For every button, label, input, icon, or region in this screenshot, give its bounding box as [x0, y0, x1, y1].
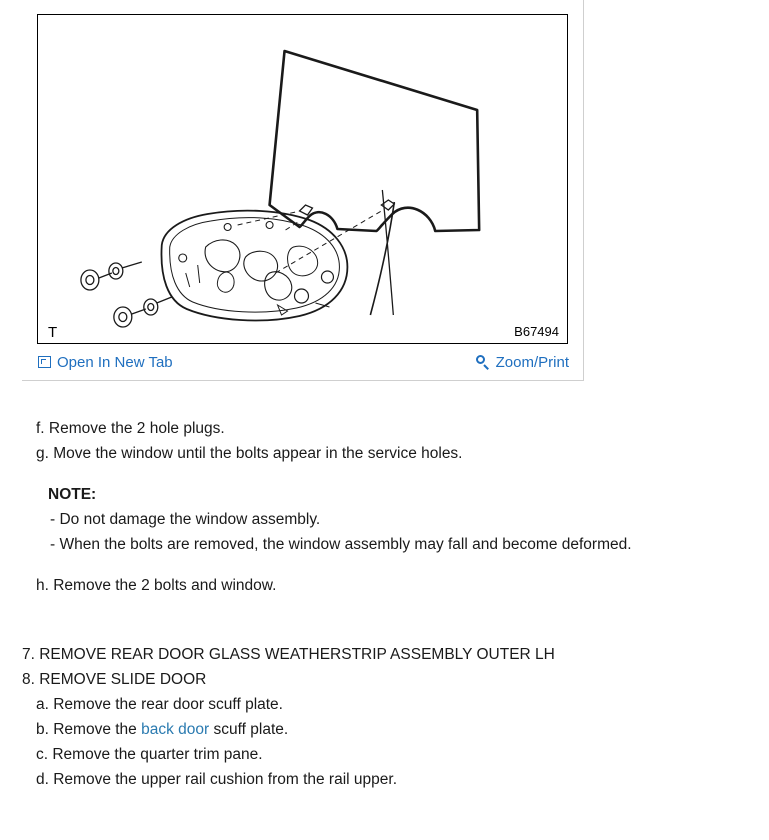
- magnifier-icon: [476, 355, 490, 369]
- note-title: NOTE:: [48, 486, 97, 503]
- step-h: h. Remove the 2 bolts and window.: [36, 577, 277, 594]
- substep-c: [22, 742, 753, 767]
- zoom-print-label: Zoom/Print: [495, 353, 569, 371]
- note-item-2: - When the bolts are removed, the window assembly may fall and become deformed.: [50, 536, 632, 553]
- substep-b-prefix: b. Remove the: [36, 721, 142, 738]
- substep-b-suffix: scuff plate.: [209, 721, 289, 738]
- substep-c-text: c. Remove the quarter trim pane.: [36, 746, 263, 763]
- substep-a-text: a. Remove the rear door scuff plate.: [36, 696, 283, 713]
- step-f: f. Remove the 2 hole plugs.: [36, 420, 225, 437]
- door-glass-diagram: [38, 15, 567, 343]
- substep-b: [22, 717, 753, 742]
- note-block: [0, 482, 753, 557]
- section-7-title: 7. REMOVE REAR DOOR GLASS WEATHERSTRIP ASSEMBLY OUTER LH: [22, 646, 555, 663]
- substep-d: [22, 767, 753, 792]
- figure-code: B67494: [514, 324, 559, 339]
- substep-a: [22, 692, 753, 717]
- open-in-new-tab-label: Open In New Tab: [57, 353, 173, 371]
- open-in-new-tab-button[interactable]: [38, 354, 173, 371]
- figure-corner-label: T: [48, 324, 58, 341]
- step-g: g. Move the window until the bolts appear in the service holes.: [36, 445, 463, 462]
- substep-d-text: d. Remove the upper rail cushion from the rail upper.: [36, 771, 397, 788]
- figure-panel: [22, 0, 584, 381]
- note-item-1: - Do not damage the window assembly.: [50, 511, 321, 528]
- figure-image: [37, 14, 568, 344]
- back-door-link[interactable]: back door: [141, 721, 210, 738]
- spacer: [0, 557, 753, 573]
- section-list: [0, 642, 753, 792]
- figure-action-bar: [22, 344, 583, 380]
- open-in-new-tab-icon: [38, 356, 51, 368]
- procedure-text: [0, 416, 769, 792]
- section-8-title: 8. REMOVE SLIDE DOOR: [22, 671, 207, 688]
- zoom-print-button[interactable]: [476, 354, 569, 371]
